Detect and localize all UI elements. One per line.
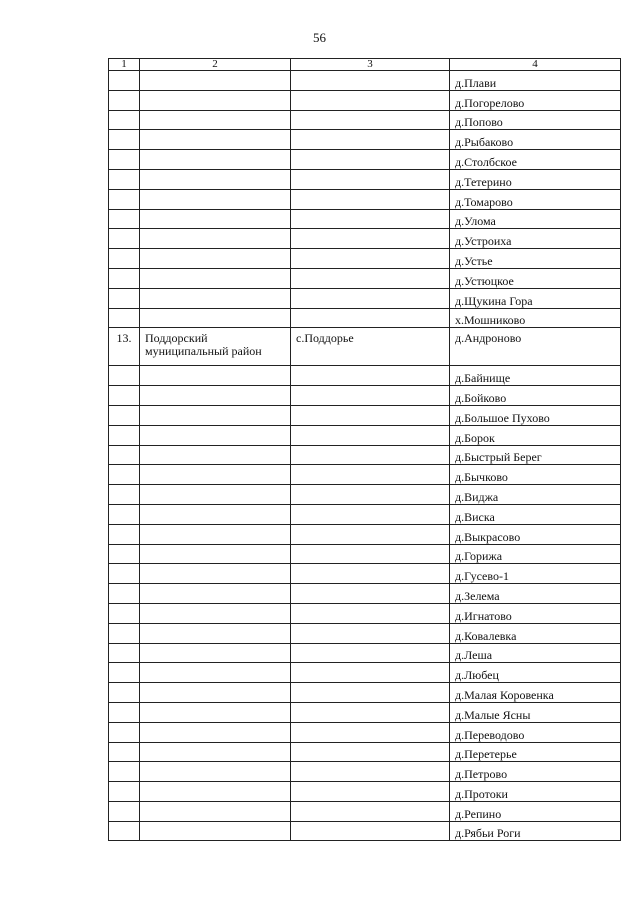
center-cell [291, 762, 450, 782]
district-cell [140, 465, 291, 485]
district-cell [140, 209, 291, 229]
district-cell [140, 229, 291, 249]
settlement-cell: д.Виска [450, 504, 621, 524]
settlement-cell: д.Щукина Гора [450, 288, 621, 308]
center-cell [291, 782, 450, 802]
settlement-cell: д.Горижа [450, 544, 621, 564]
district-cell [140, 544, 291, 564]
table-row [109, 742, 621, 762]
center-cell [291, 603, 450, 623]
table-row [109, 524, 621, 544]
district-cell [140, 623, 291, 643]
table-row [109, 603, 621, 623]
column-header: 2 [140, 59, 291, 71]
row-number-cell [109, 308, 140, 328]
row-number-cell [109, 801, 140, 821]
center-cell [291, 702, 450, 722]
table-row [109, 150, 621, 170]
district-cell [140, 603, 291, 623]
settlement-cell: д.Столбское [450, 150, 621, 170]
district-cell [140, 90, 291, 110]
table-row [109, 130, 621, 150]
row-number-cell [109, 71, 140, 91]
row-number-cell [109, 189, 140, 209]
center-cell [291, 623, 450, 643]
center-cell [291, 425, 450, 445]
table-row [109, 169, 621, 189]
table-row [109, 366, 621, 386]
row-number-cell [109, 742, 140, 762]
table-row [109, 782, 621, 802]
center-cell [291, 801, 450, 821]
settlement-cell: д.Любец [450, 663, 621, 683]
table-row [109, 663, 621, 683]
table-row [109, 683, 621, 703]
district-cell [140, 485, 291, 505]
row-number-cell [109, 623, 140, 643]
table-body [109, 59, 621, 841]
column-header: 3 [291, 59, 450, 71]
table-row [109, 425, 621, 445]
district-cell [140, 524, 291, 544]
center-cell [291, 288, 450, 308]
settlement-cell: д.Игнатово [450, 603, 621, 623]
row-number-cell [109, 465, 140, 485]
row-number-cell [109, 288, 140, 308]
header-row [109, 59, 621, 71]
table-row [109, 90, 621, 110]
table-row [109, 821, 621, 841]
district-cell [140, 762, 291, 782]
settlement-cell: д.Борок [450, 425, 621, 445]
center-cell: с.Поддорье [291, 328, 450, 366]
settlement-cell: д.Быстрый Берег [450, 445, 621, 465]
center-cell [291, 249, 450, 269]
center-cell [291, 544, 450, 564]
center-cell [291, 465, 450, 485]
center-cell [291, 169, 450, 189]
center-cell [291, 130, 450, 150]
column-header: 4 [450, 59, 621, 71]
table-row [109, 189, 621, 209]
table-row [109, 544, 621, 564]
row-number-cell [109, 683, 140, 703]
center-cell [291, 308, 450, 328]
center-cell [291, 485, 450, 505]
center-cell [291, 268, 450, 288]
table-row [109, 288, 621, 308]
settlement-cell: д.Устье [450, 249, 621, 269]
table-row [109, 71, 621, 91]
row-number-cell [109, 722, 140, 742]
row-number-cell [109, 130, 140, 150]
district-cell [140, 722, 291, 742]
center-cell [291, 564, 450, 584]
settlement-cell: д.Попово [450, 110, 621, 130]
row-number-cell [109, 643, 140, 663]
settlement-cell: д.Ковалевка [450, 623, 621, 643]
row-number-cell [109, 445, 140, 465]
center-cell [291, 209, 450, 229]
table-row [109, 702, 621, 722]
center-cell [291, 189, 450, 209]
district-cell [140, 683, 291, 703]
row-number-cell [109, 209, 140, 229]
row-number-cell [109, 584, 140, 604]
settlement-cell: д.Репино [450, 801, 621, 821]
center-cell [291, 524, 450, 544]
row-number-cell [109, 564, 140, 584]
row-number-cell [109, 268, 140, 288]
settlement-cell: д.Рыбаково [450, 130, 621, 150]
row-number-cell [109, 150, 140, 170]
row-number-cell [109, 110, 140, 130]
settlement-cell: д.Малые Ясны [450, 702, 621, 722]
district-cell [140, 801, 291, 821]
table-row [109, 110, 621, 130]
settlement-cell: д.Малая Коровенка [450, 683, 621, 703]
district-cell [140, 445, 291, 465]
table-row [109, 504, 621, 524]
district-cell [140, 386, 291, 406]
district-cell [140, 782, 291, 802]
center-cell [291, 405, 450, 425]
row-number-cell [109, 249, 140, 269]
settlement-cell: д.Байнище [450, 366, 621, 386]
row-number-cell [109, 821, 140, 841]
settlement-cell: д.Улома [450, 209, 621, 229]
settlement-cell: д.Гусево-1 [450, 564, 621, 584]
district-cell [140, 249, 291, 269]
center-cell [291, 663, 450, 683]
settlements-table [108, 58, 621, 841]
table-row [109, 209, 621, 229]
district-cell [140, 71, 291, 91]
settlement-cell: д.Устроиха [450, 229, 621, 249]
district-cell: Поддорский муниципальный район [140, 328, 291, 366]
center-cell [291, 445, 450, 465]
table-row [109, 643, 621, 663]
row-number-cell [109, 504, 140, 524]
settlement-cell: д.Петрово [450, 762, 621, 782]
center-cell [291, 110, 450, 130]
row-number-cell [109, 366, 140, 386]
district-cell [140, 425, 291, 445]
settlement-cell: д.Протоки [450, 782, 621, 802]
table-row [109, 308, 621, 328]
table-row [109, 229, 621, 249]
center-cell [291, 229, 450, 249]
settlement-cell: д.Выкрасово [450, 524, 621, 544]
district-cell [140, 169, 291, 189]
table-row [109, 722, 621, 742]
center-cell [291, 366, 450, 386]
settlement-cell: д.Устюцкое [450, 268, 621, 288]
district-cell [140, 130, 291, 150]
district-cell [140, 189, 291, 209]
center-cell [291, 821, 450, 841]
page-number: 56 [313, 30, 326, 45]
settlement-cell: д.Большое Пухово [450, 405, 621, 425]
table-row [109, 328, 621, 366]
district-cell [140, 366, 291, 386]
table-row [109, 405, 621, 425]
settlement-cell: д.Рябьи Роги [450, 821, 621, 841]
district-cell [140, 584, 291, 604]
row-number-cell [109, 425, 140, 445]
table-row [109, 465, 621, 485]
table-row [109, 801, 621, 821]
district-cell [140, 504, 291, 524]
district-cell [140, 742, 291, 762]
center-cell [291, 683, 450, 703]
table-row [109, 268, 621, 288]
table-row [109, 249, 621, 269]
table-row [109, 445, 621, 465]
row-number-cell [109, 169, 140, 189]
district-cell [140, 268, 291, 288]
district-cell [140, 405, 291, 425]
table-row [109, 584, 621, 604]
settlement-cell: д.Зелема [450, 584, 621, 604]
settlement-cell: д.Бычково [450, 465, 621, 485]
center-cell [291, 722, 450, 742]
row-number-cell [109, 229, 140, 249]
table-row [109, 564, 621, 584]
row-number-cell [109, 544, 140, 564]
center-cell [291, 71, 450, 91]
settlement-cell: х.Мошниково [450, 308, 621, 328]
settlement-cell: д.Бойково [450, 386, 621, 406]
row-number-cell: 13. [109, 328, 140, 366]
district-cell [140, 702, 291, 722]
table-row [109, 623, 621, 643]
settlement-cell: д.Переводово [450, 722, 621, 742]
settlement-cell: д.Погорелово [450, 90, 621, 110]
center-cell [291, 584, 450, 604]
district-cell [140, 821, 291, 841]
settlement-cell: д.Перетерье [450, 742, 621, 762]
row-number-cell [109, 702, 140, 722]
row-number-cell [109, 782, 140, 802]
settlement-cell: д.Леша [450, 643, 621, 663]
settlement-cell: д.Виджа [450, 485, 621, 505]
row-number-cell [109, 386, 140, 406]
settlement-cell: д.Плави [450, 71, 621, 91]
center-cell [291, 150, 450, 170]
center-cell [291, 742, 450, 762]
district-cell [140, 110, 291, 130]
district-cell [140, 643, 291, 663]
district-cell [140, 288, 291, 308]
column-header: 1 [109, 59, 140, 71]
settlement-cell: д.Томарово [450, 189, 621, 209]
table-row [109, 386, 621, 406]
district-cell [140, 150, 291, 170]
row-number-cell [109, 90, 140, 110]
row-number-cell [109, 663, 140, 683]
row-number-cell [109, 524, 140, 544]
row-number-cell [109, 603, 140, 623]
row-number-cell [109, 762, 140, 782]
settlement-cell: д.Тетерино [450, 169, 621, 189]
row-number-cell [109, 485, 140, 505]
table-row [109, 485, 621, 505]
center-cell [291, 90, 450, 110]
center-cell [291, 504, 450, 524]
district-cell [140, 564, 291, 584]
table-row [109, 762, 621, 782]
row-number-cell [109, 405, 140, 425]
district-cell [140, 308, 291, 328]
district-cell [140, 663, 291, 683]
center-cell [291, 643, 450, 663]
center-cell [291, 386, 450, 406]
settlement-cell: д.Андроново [450, 328, 621, 366]
